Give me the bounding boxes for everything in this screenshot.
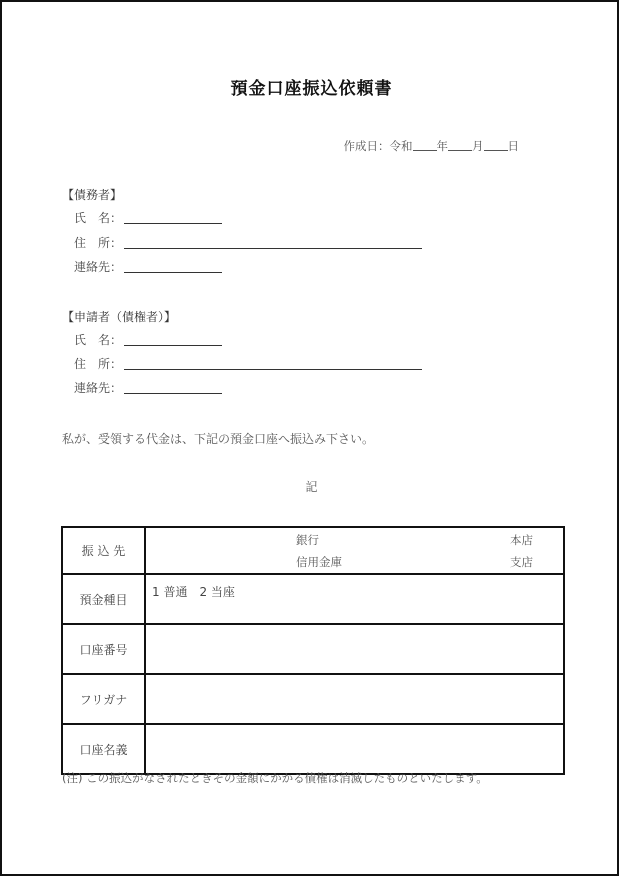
year-unit: 年: [436, 139, 448, 153]
account-number-value[interactable]: [145, 624, 564, 674]
debtor-address-line[interactable]: [124, 248, 422, 249]
debtor-contact-field: [74, 259, 122, 275]
main-branch-label: 本店: [510, 533, 533, 547]
table-row-deposit-type: [62, 574, 564, 624]
applicant-name-field: [74, 332, 122, 348]
debtor-address-field: [74, 235, 122, 251]
request-text: 私が、受領する代金は、下記の預金口座へ振込み下さい。: [62, 432, 375, 446]
footnote: (注) この振込がなされたときその金額にかかる債権は消滅したものといたします。: [62, 771, 488, 785]
furigana-label: フリガナ: [62, 674, 145, 724]
debtor-name-field: [74, 210, 122, 226]
table-row-account-number: [62, 624, 564, 674]
debtor-contact-line[interactable]: [124, 272, 222, 273]
credit-union-label: 信用金庫: [296, 555, 342, 569]
deposit-type-value[interactable]: 1 普通 2 当座: [145, 574, 564, 624]
debtor-heading: 【債務者】: [62, 188, 123, 202]
creation-date: [344, 138, 520, 154]
account-name-label: 口座名義: [62, 724, 145, 774]
applicant-address-label: 住 所：: [74, 357, 123, 371]
table-row-destination: [62, 527, 564, 574]
bank-label: 銀行: [296, 533, 319, 547]
account-number-label: 口座番号: [62, 624, 145, 674]
applicant-contact-line[interactable]: [124, 393, 222, 394]
bank-transfer-table: [61, 526, 565, 775]
dest-label: 振 込 先: [62, 527, 145, 574]
applicant-address-field: [74, 356, 122, 372]
applicant-name-label: 氏 名：: [74, 333, 123, 347]
applicant-heading: 【申請者（債権者）】: [62, 310, 177, 324]
furigana-value[interactable]: [145, 674, 564, 724]
day-blank[interactable]: [484, 140, 508, 151]
applicant-contact-label: 連絡先：: [74, 381, 123, 395]
debtor-name-label: 氏 名：: [74, 211, 123, 225]
branch-label: 支店: [510, 555, 533, 569]
page-title: 預金口座振込依頼書: [230, 79, 393, 99]
applicant-name-line[interactable]: [124, 345, 222, 346]
month-unit: 月: [472, 139, 484, 153]
table-row-furigana: [62, 674, 564, 724]
debtor-contact-label: 連絡先：: [74, 260, 123, 274]
date-label: 作成日：令和: [343, 139, 413, 153]
ki-heading: 記: [305, 480, 318, 494]
table-row-account-name: [62, 724, 564, 774]
debtor-name-line[interactable]: [124, 223, 222, 224]
applicant-address-line[interactable]: [124, 369, 422, 370]
dest-value-cell[interactable]: [145, 527, 564, 574]
month-blank[interactable]: [448, 140, 472, 151]
account-name-value[interactable]: [145, 724, 564, 774]
day-unit: 日: [507, 139, 519, 153]
deposit-type-label: 預金種目: [62, 574, 145, 624]
applicant-contact-field: [74, 380, 122, 396]
year-blank[interactable]: [413, 140, 437, 151]
debtor-address-label: 住 所：: [74, 236, 123, 250]
